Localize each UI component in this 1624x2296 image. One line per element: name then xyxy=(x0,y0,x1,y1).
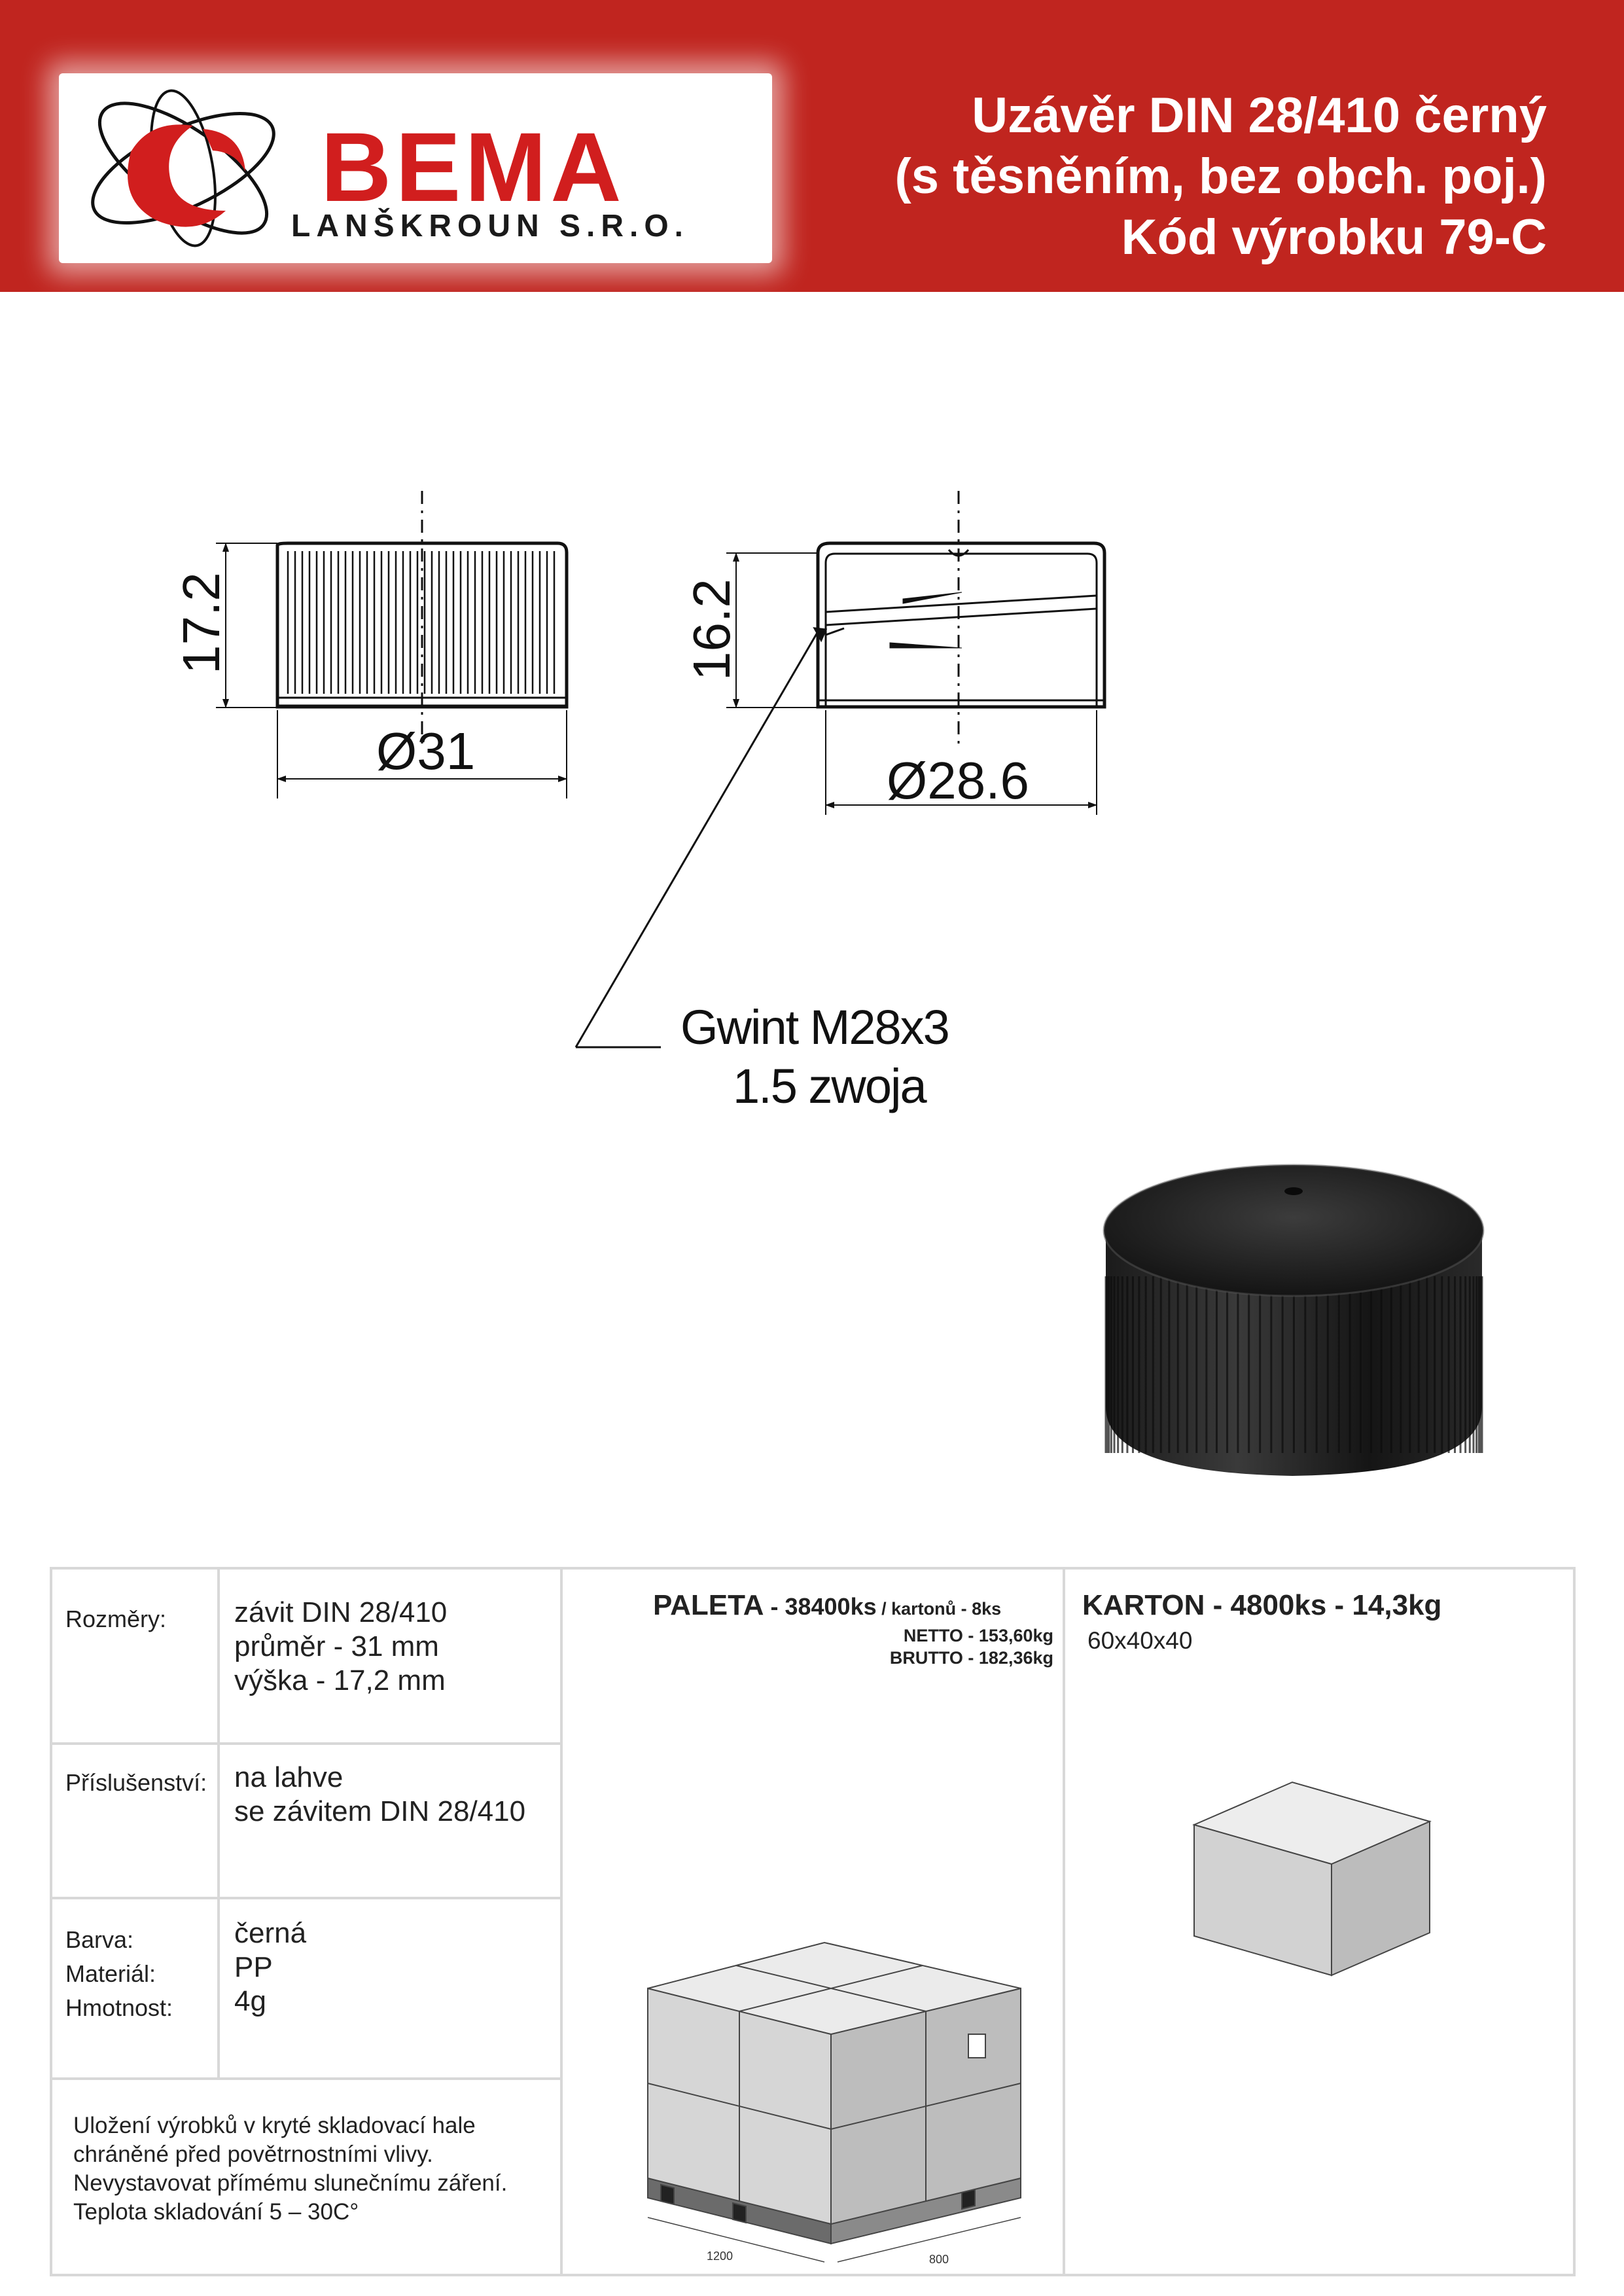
title-line-3: Kód výrobku 79-C xyxy=(1121,209,1547,265)
table-divider xyxy=(52,2077,560,2080)
prislusenstvi-label: Příslušenství: xyxy=(65,1769,207,1796)
title-line-2: (s těsněním, bez obch. poj.) xyxy=(894,149,1547,204)
height-label-left: 17.2 xyxy=(172,572,230,674)
hmotnost-value: 4g xyxy=(234,1985,266,2017)
table-divider xyxy=(560,1570,563,2276)
paleta-netto: NETTO - 153,60kg xyxy=(903,1626,1053,1645)
hmotnost-label: Hmotnost: xyxy=(65,1994,173,2021)
diameter-label-right: Ø28.6 xyxy=(887,751,1029,810)
cap-product-photo xyxy=(1099,1145,1492,1486)
logo-subtitle: LANŠKROUN S.R.O. xyxy=(291,209,690,243)
storage-instructions xyxy=(73,2111,507,2227)
diameter-label-left: Ø31 xyxy=(376,722,476,780)
logo-wordmark: BEMA xyxy=(321,112,626,222)
thread-leader-line xyxy=(576,628,826,1047)
prislusenstvi-value: na lahve xyxy=(234,1761,344,1793)
pallet-dim-800: 800 xyxy=(929,2253,949,2266)
pallet-dim-1200: 1200 xyxy=(707,2250,733,2263)
logo xyxy=(59,73,772,263)
prislusenstvi-values xyxy=(234,1761,525,1829)
storage-line: Teplota skladování 5 – 30C° xyxy=(73,2199,359,2225)
paleta-cartons: / kartonů - 8ks xyxy=(876,1599,1002,1619)
title-line-1: Uzávěr DIN 28/410 černý xyxy=(972,88,1547,143)
thread-spec-line-1: Gwint M28x3 xyxy=(680,1000,949,1054)
rozmery-value: výška - 17,2 mm xyxy=(234,1664,446,1696)
cap-section-view xyxy=(818,491,1104,746)
rozmery-label: Rozměry: xyxy=(65,1605,167,1632)
paleta-brutto: BRUTTO - 182,36kg xyxy=(889,1648,1053,1668)
material-label: Materiál: xyxy=(65,1960,156,1987)
cap-side-view xyxy=(277,491,567,746)
storage-line: Uložení výrobků v kryté skladovací hale xyxy=(73,2113,476,2138)
rozmery-value: závit DIN 28/410 xyxy=(234,1596,448,1628)
table-divider xyxy=(52,1897,560,1899)
spec-table xyxy=(50,1567,1576,2276)
table-divider xyxy=(52,1742,560,1745)
karton-dimensions: 60x40x40 xyxy=(1087,1627,1193,1654)
carton-illustration xyxy=(1188,1766,1436,1988)
pallet-illustration xyxy=(635,1916,1053,2270)
property-labels xyxy=(65,1923,173,2025)
barva-label: Barva: xyxy=(65,1926,134,1953)
product-title xyxy=(894,85,1547,268)
property-values xyxy=(234,1916,306,2018)
height-label-right: 16.2 xyxy=(682,579,741,681)
paleta-heading xyxy=(653,1589,1001,1622)
paleta-title: PALETA xyxy=(653,1589,764,1621)
thread-spec-line-2: 1.5 zwoja xyxy=(733,1059,926,1113)
rozmery-value: průměr - 31 mm xyxy=(234,1630,439,1662)
storage-line: Nevystavovat přímému slunečnímu záření. xyxy=(73,2170,508,2196)
prislusenstvi-value: se závitem DIN 28/410 xyxy=(234,1795,526,1827)
material-value: PP xyxy=(234,1951,273,1983)
karton-heading: KARTON - 4800ks - 14,3kg xyxy=(1082,1589,1442,1621)
barva-value: černá xyxy=(234,1917,307,1949)
thread-spec xyxy=(680,998,949,1116)
paleta-count: - 38400ks xyxy=(764,1593,877,1620)
header-banner xyxy=(0,0,1624,292)
bema-logo-mark-icon xyxy=(72,80,294,257)
table-divider xyxy=(1063,1570,1065,2276)
storage-line: chráněné před povětrnostními vlivy. xyxy=(73,2142,433,2167)
